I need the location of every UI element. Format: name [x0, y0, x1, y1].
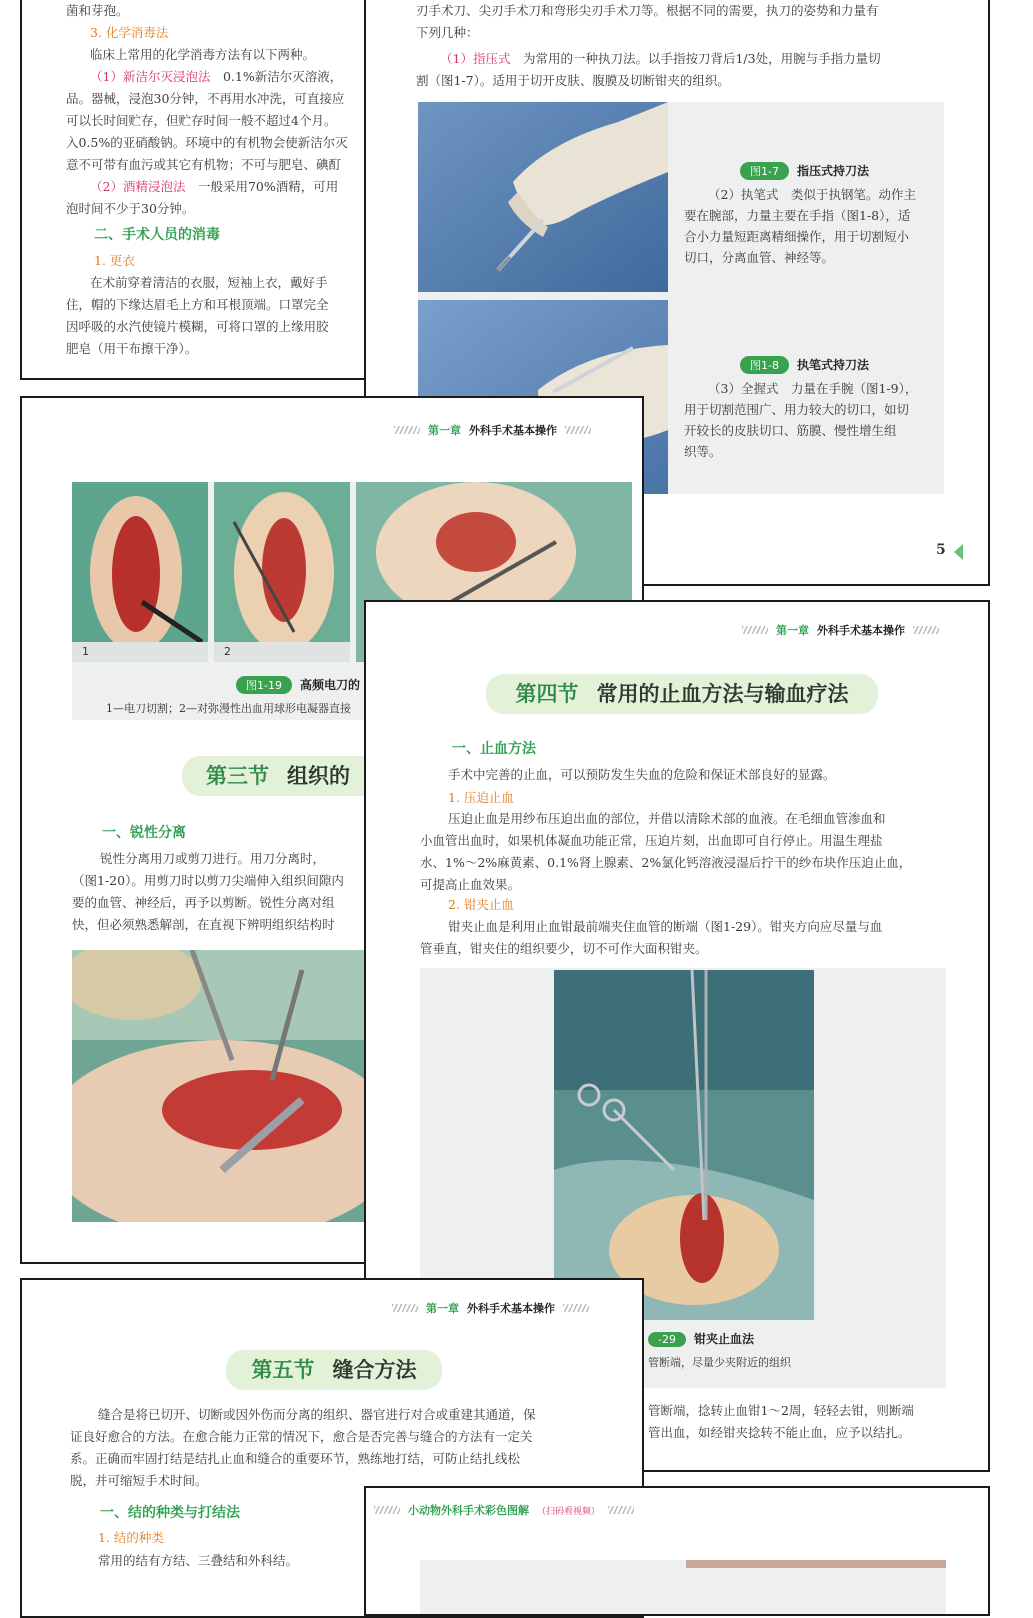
sub-heading-clothing: 1. 更衣 [94, 253, 135, 268]
text-line: 下列几种： [416, 25, 479, 40]
text-line: （3）全握式 力量在手腕（图1-9）， [708, 381, 918, 396]
figure-1-7-label [740, 160, 869, 180]
grip-desc: 为常用的一种执刀法。以手指按刀背后1/3处，用腕与手指力量切 [510, 51, 881, 66]
heading-personnel-disinfection: 二、手术人员的消毒 [94, 227, 220, 243]
book-title: 小动物外科手术彩色图解 [408, 1504, 529, 1517]
method-name: （1）新洁尔灭浸泡法 [90, 69, 211, 84]
text-line: 要在腕部，力量主要在手指（图1-8），适 [684, 208, 911, 223]
text-line: 开较长的皮肤切口、筋膜、慢性增生组 [684, 423, 897, 438]
hatch-decoration [394, 426, 420, 434]
running-header [392, 1300, 589, 1316]
text-line: 快，但必须熟悉解剖，在直视下辨明组织结构时 [72, 917, 335, 932]
photo-number: 2 [224, 645, 231, 658]
text-line [416, 48, 976, 70]
chapter-title: 外科手术基本操作 [817, 624, 905, 637]
photo-number: 1 [82, 645, 89, 658]
intro-paragraph: 手术中完善的止血，可以预防发生失血的危险和保证术部良好的显露。 [448, 767, 836, 782]
text-line: 泡时间不少于30分钟。 [66, 201, 195, 216]
figure-title: 执笔式持刀法 [796, 358, 869, 372]
text-line: 管出血，如经钳夹捻转不能止血，应予以结扎。 [648, 1425, 911, 1440]
running-header [742, 622, 939, 638]
photo-clamp-hemostasis [554, 970, 814, 1320]
section-name: 常用的止血方法与输血疗法 [596, 681, 849, 706]
running-header [394, 422, 591, 438]
section-number: 第五节 [251, 1357, 315, 1382]
text-line: 意不可带有血污或其它有机物；不可与肥皂、碘酊 [66, 157, 342, 172]
chapter-number: 第一章 [776, 624, 809, 637]
grip-name: （1）指压式 [440, 51, 511, 66]
chapter-title: 外科手术基本操作 [469, 424, 557, 437]
text-line [66, 66, 366, 88]
gloved-hand-scalpel-image [418, 102, 668, 292]
hatch-decoration [608, 1506, 634, 1514]
text-line: 缝合是将已切开、切断或因外伤而分离的组织、器官进行对合或重建其通道，保 [98, 1407, 536, 1422]
heading-hemostasis-methods: 一、止血方法 [452, 741, 536, 757]
text-line: 因呼吸的水汽使镜片模糊，可将口罩的上缘用胶 [66, 319, 329, 334]
text-line: 合小力量短距离精细操作，用于切割短小 [684, 229, 910, 244]
clamp-hemostasis-image [554, 970, 814, 1320]
text-line: 水、1%～2%麻黄素、0.1%肾上腺素、2%氯化钙溶液浸湿后拧干的纱布块作压迫止血， [420, 855, 912, 870]
photo-fingertip-grip [418, 102, 668, 292]
text-line: 系。正确而牢固打结是结扎止血和缝合的重要环节，熟练地打结，可防止结扎线松 [70, 1451, 521, 1466]
text-line: （图1-20）。用剪刀时以剪刀尖端伸入组织间隙内 [72, 873, 344, 888]
figure-title: 钳夹止血法 [693, 1332, 754, 1346]
text-line: 钳夹止血是利用止血钳最前端夹住血管的断端（图1-29）。钳夹方向应尽量与血 [448, 919, 883, 934]
figure-caption: 管断端，尽量少夹附近的组织 [648, 1356, 791, 1369]
text-line: 要的血管、神经后，再予以剪断。锐性分离对组 [72, 895, 335, 910]
sub-heading-knot-types: 1. 结的种类 [98, 1530, 164, 1545]
running-header [374, 1502, 634, 1518]
photo-electrosurgery-1 [72, 482, 208, 662]
photo-electrosurgery-2 [214, 482, 350, 662]
text-line: 锐性分离用刀或剪刀进行。用刀分离时， [100, 851, 326, 866]
page-number: 5 [936, 542, 946, 558]
text-line: 小血管出血时，如果机体凝血功能正常，压迫片刻，出血即可自行停止。用温生理盐 [420, 833, 883, 848]
electrosurgery-image [72, 482, 208, 662]
sub-heading-chemical: 3. 化学消毒法 [90, 25, 169, 40]
figure-panel [420, 1560, 946, 1616]
page-disinfection [20, 0, 370, 380]
hatch-decoration [392, 1304, 418, 1312]
sub-heading-compression: 1. 压迫止血 [448, 790, 514, 805]
figure-number-tag: 图1-8 [740, 356, 789, 374]
text-line: 管断端，捻转止血钳1～2周，轻轻去钳，则断端 [648, 1403, 914, 1418]
text-line: 菌和芽孢。 [66, 3, 129, 18]
figure-1-19-label [236, 674, 360, 694]
text-line: 品。器械，浸泡30分钟，不再用水冲洗，可直接应 [66, 91, 345, 106]
heading-knot-types: 一、结的种类与打结法 [100, 1505, 240, 1521]
section-name: 缝合方法 [332, 1357, 417, 1382]
method-desc: 0.1%新洁尔灭溶液， [210, 69, 343, 84]
text-line: 在术前穿着清洁的衣服，短袖上衣，戴好手 [90, 275, 328, 290]
method-desc: 一般采用70%酒精，可用 [185, 179, 339, 194]
section-name: 组织的 [287, 763, 350, 788]
page-book-header [364, 1486, 990, 1616]
text-line: 可以长时间贮存，但贮存时间一般不超过4个月。 [66, 113, 337, 128]
text-line: 织等。 [684, 444, 722, 459]
electrosurgery-image [214, 482, 350, 662]
figure-number-tag: -29 [648, 1332, 686, 1347]
photo-sharp-dissection [72, 950, 382, 1222]
text-line: （2）执笔式 类似于执钢笔。动作主 [708, 187, 916, 202]
section-number: 第四节 [515, 681, 579, 706]
method-name: （2）酒精浸泡法 [90, 179, 186, 194]
text-line: 用于切割范围广、用力较大的切口，如切 [684, 402, 910, 417]
text-line: 常用的结有方结、三叠结和外科结。 [98, 1553, 299, 1568]
text-line: 压迫止血是用纱布压迫出血的部位，并借以清除术部的血液。在毛细血管渗血和 [448, 811, 886, 826]
text-line: 切口，分离血管、神经等。 [684, 250, 835, 265]
text-line: 肥皂（用干布擦干净）。 [66, 341, 198, 356]
page-marker-icon [954, 544, 963, 560]
text-line [66, 176, 366, 198]
hatch-decoration [742, 626, 768, 634]
text-line: 割（图1-7）。适用于切开皮肤、腹膜及切断钳夹的组织。 [416, 73, 730, 88]
text-line: 管垂直，钳夹住的组织要少，切不可作大面积钳夹。 [420, 941, 708, 956]
text-line: 刃手术刀、尖刃手术刀和弯形尖刃手术刀等。根据不同的需要，执刀的姿势和力量有 [416, 3, 879, 18]
section-number: 第三节 [206, 763, 269, 788]
heading-sharp-separation: 一、锐性分离 [102, 825, 186, 841]
section-title-banner [226, 1350, 442, 1390]
figure-caption: 1—电刀切割；2—对弥漫性出血用球形电凝器直接 [106, 702, 351, 715]
text-line: 入0.5%的亚硝酸钠。环境中的有机物会使新洁尔灭 [66, 135, 348, 150]
photo-partial [686, 1560, 946, 1568]
text-line: 证良好愈合的方法。在愈合能力正常的情况下，愈合是否完善与缝合的方法有一定关 [70, 1429, 533, 1444]
hatch-decoration [913, 626, 939, 634]
figure-title: 指压式持刀法 [796, 164, 869, 178]
chapter-number: 第一章 [428, 424, 461, 437]
text-line: 住，帽的下缘达眉毛上方和耳根顶端。口罩完全 [66, 297, 329, 312]
figure-1-8-label [740, 354, 869, 374]
figure-1-29-label [648, 1328, 754, 1347]
hatch-decoration [563, 1304, 589, 1312]
text-line: 脱，并可缩短手术时间。 [70, 1473, 208, 1488]
sharp-dissection-image [72, 950, 382, 1222]
hatch-decoration [374, 1506, 400, 1514]
figure-title: 高频电刀的 [299, 678, 360, 692]
sub-heading-clamping: 2. 钳夹止血 [448, 897, 514, 912]
hatch-decoration [565, 426, 591, 434]
section-title-banner [486, 674, 878, 714]
chapter-title: 外科手术基本操作 [467, 1302, 555, 1315]
text-line: 可提高止血效果。 [420, 877, 521, 892]
figure-number-tag: 图1-19 [236, 676, 292, 694]
text-line: 临床上常用的化学消毒方法有以下两种。 [90, 47, 316, 62]
figure-number-tag: 图1-7 [740, 162, 789, 180]
chapter-number: 第一章 [426, 1302, 459, 1315]
book-subtitle: （扫码看视频） [537, 1506, 601, 1517]
